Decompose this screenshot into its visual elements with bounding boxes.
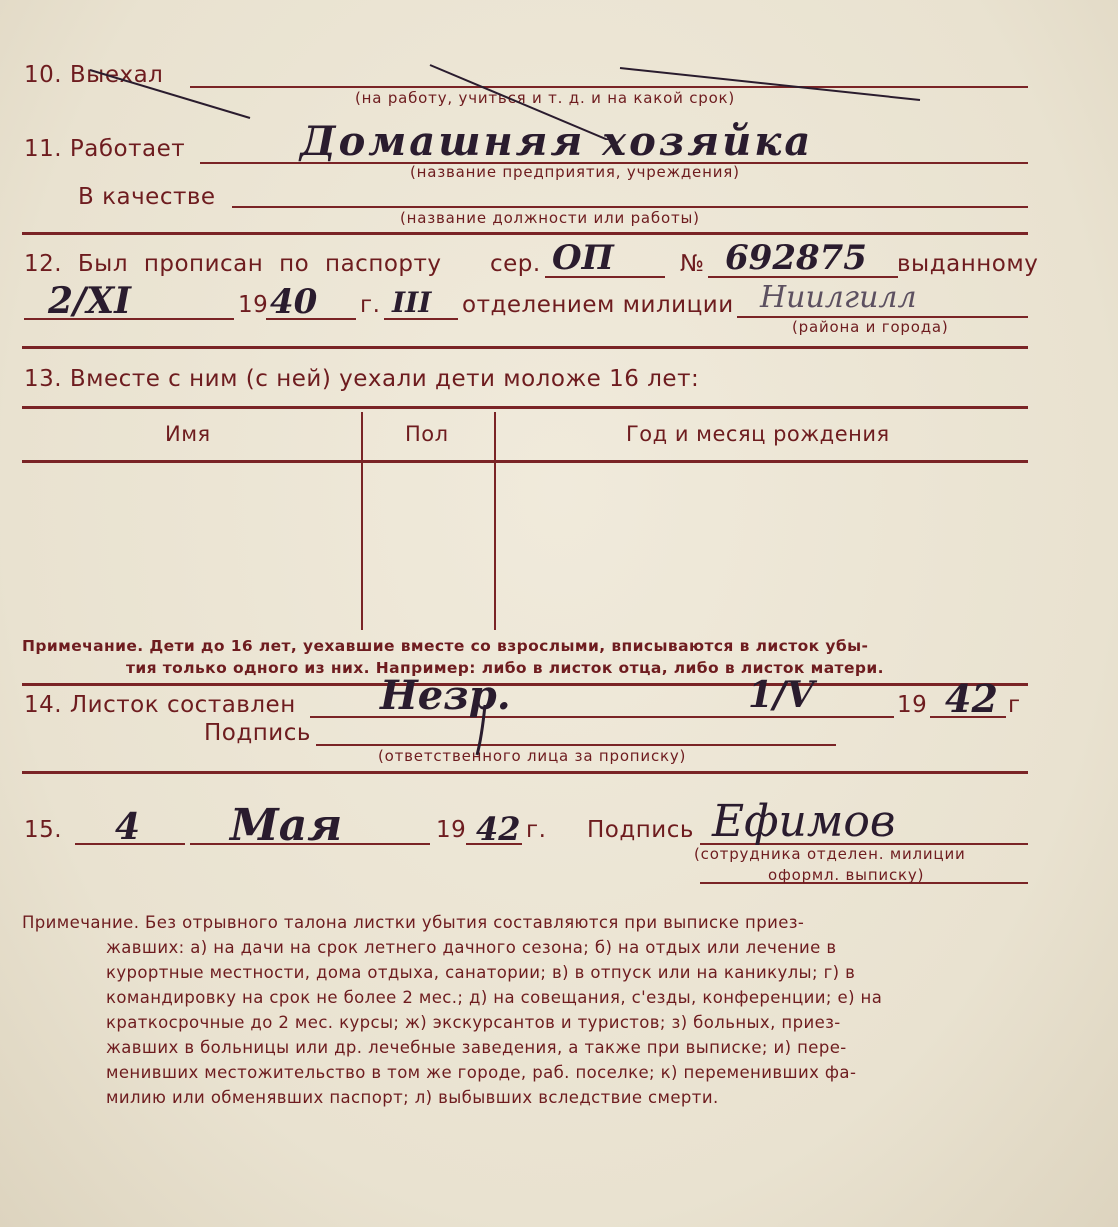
s12-handwritten-series: ОП (552, 238, 614, 278)
note2-line-2: жавших: а) на дачи на срок летнего дачного сезона; б) на отдых или лечение в (106, 938, 837, 957)
s12-label: 12. Был прописан по паспорту (24, 251, 442, 277)
s15-g-label: г. (526, 817, 547, 843)
s13-label: 13. Вместе с ним (с ней) уехали дети моложе 16 лет: (24, 366, 700, 392)
s13-col-sex: Пол (405, 422, 449, 446)
s12-year-label: 19 (238, 292, 269, 318)
rule-before-s14 (22, 683, 1028, 686)
note1-line1: Примечание. Дети до 16 лет, уехавшие вместе со взрослыми, вписываются в листок убы- (22, 637, 869, 655)
s12-handwritten-date: 2/XI (48, 280, 131, 322)
s15-handwritten-month: Мая (230, 800, 343, 851)
note2-line-3: курортные местности, дома отдыха, санатории; в) в отпуск или на каникулы; г) в (106, 963, 856, 982)
note1-line2: тия только одного из них. Например: либо в листок отца, либо в листок матери. (126, 659, 884, 677)
s15-hint2: оформл. выписку) (768, 866, 925, 884)
s12-handwritten-year: 40 (270, 282, 318, 322)
note2-line-7: менивших местожительство в том же городе, раб. поселке; к) переменивших фа- (106, 1063, 857, 1082)
s14-year-label: 19 (897, 692, 928, 718)
s14-sign-underline (316, 744, 836, 746)
s13-col-birth: Год и месяц рождения (626, 422, 890, 446)
s14-g-label: г (1008, 692, 1021, 718)
s14-label: 14. Листок составлен (24, 692, 296, 718)
note2-line-5: краткосрочные до 2 мес. курсы; ж) экскурсантов и туристов; з) больных, приез- (106, 1013, 841, 1032)
s11-label: 11. Работает (24, 136, 186, 162)
s15-year-label: 19 (436, 817, 467, 843)
s11-position-hint: (название должности или работы) (400, 209, 700, 227)
s12-number-label: № (680, 251, 705, 277)
note2-line-8: милию или обменявших паспорт; л) выбывших вследствие смерти. (106, 1088, 719, 1107)
s12-police-label: отделением милиции (462, 292, 734, 318)
s14-sign-label: Подпись (204, 720, 311, 746)
s14-handwritten-stroke (455, 700, 515, 760)
s15-sign-label: Подпись (587, 817, 694, 843)
s12-handwritten-district: Ниилгилл (760, 280, 917, 315)
s12-g-label: г. (360, 292, 381, 318)
s11-handwritten-workplace: Домашняя хозяйка (300, 118, 814, 165)
s14-handwritten-month: 1/V (748, 674, 815, 716)
s11-position-underline (232, 206, 1028, 208)
s15-handwritten-year: 42 (476, 810, 521, 848)
s15-label: 15. (24, 817, 63, 843)
s13-table-header-rule (22, 460, 1028, 463)
s13-col-divider-1 (361, 412, 363, 630)
note2-line-4: командировку на срок не более 2 мес.; д) на совещания, с'езды, конференции; е) на (106, 988, 883, 1007)
s13-col-divider-2 (494, 412, 496, 630)
s13-table-top-rule (22, 406, 1028, 409)
s15-handwritten-day: 4 (115, 806, 141, 848)
rule-before-s15 (22, 771, 1028, 774)
s10-hint: (на работу, учиться и т. д. и на какой срок) (355, 89, 736, 107)
s14-handwritten-text: Незр. (380, 672, 511, 719)
s12-handwritten-dept: III (392, 286, 432, 319)
note2-line-6: жавших в больницы или др. лечебные заведения, а также при выписке; и) пере- (106, 1038, 847, 1057)
s13-col-name: Имя (165, 422, 211, 446)
s11-hint: (название предприятия, учреждения) (410, 163, 740, 181)
s15-hint1: (сотрудника отделен. милиции (694, 845, 966, 863)
rule-after-s11 (22, 232, 1028, 235)
s12-handwritten-number: 692875 (725, 238, 867, 278)
s14-handwritten-year: 42 (945, 676, 998, 721)
s14-hint: (ответственного лица за прописку) (378, 747, 687, 765)
s12-series-label: сер. (490, 251, 541, 277)
s10-label: 10. Выехал (24, 62, 164, 88)
s15-handwritten-signature: Ефимов (712, 796, 896, 847)
rule-after-s12 (22, 346, 1028, 349)
s12-issued-label: выданному (897, 251, 1039, 277)
s11-position-label: В качестве (78, 184, 216, 210)
note2-line-1: Примечание. Без отрывного талона листки убытия составляются при выписке приез- (22, 913, 805, 932)
s12-hint: (района и города) (792, 318, 949, 336)
